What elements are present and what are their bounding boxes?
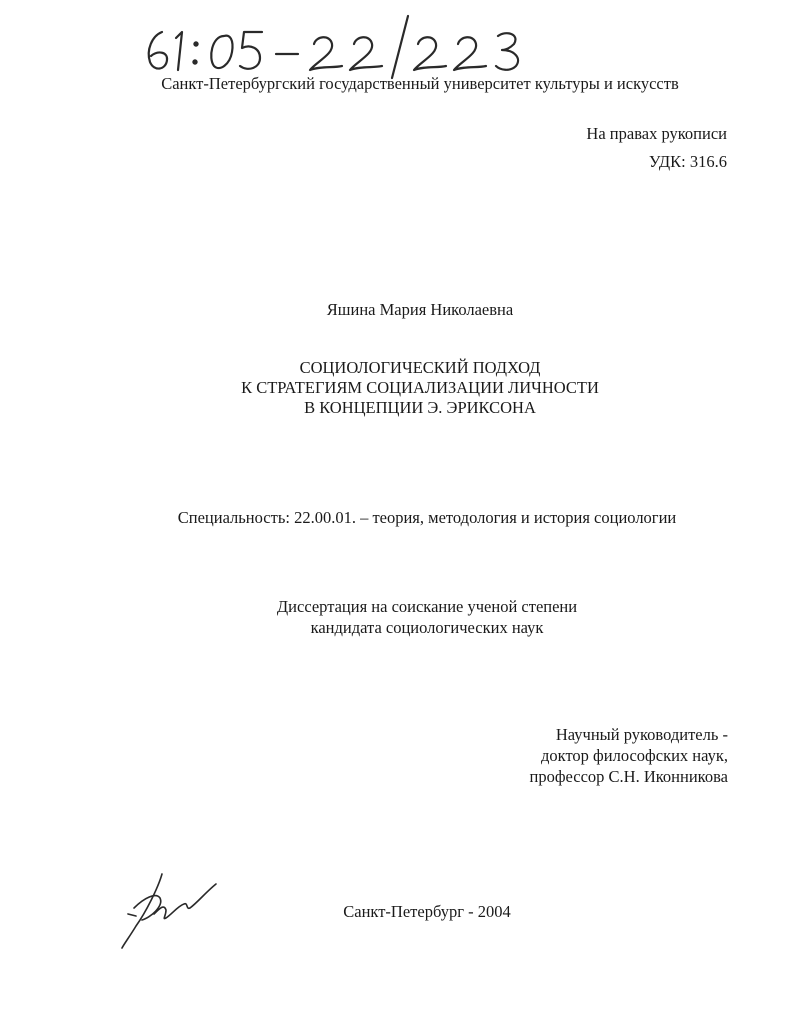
dissertation-title bbox=[0, 358, 794, 418]
handwritten-archive-code bbox=[140, 10, 540, 80]
institution-name: Санкт-Петербургский государственный университет культуры и искусств bbox=[161, 74, 679, 93]
specialty: Специальность: 22.00.01. – теория, методология и история социологии bbox=[177, 508, 677, 527]
degree-line: Диссертация на соискание ученой степени bbox=[276, 597, 578, 616]
title-line: В КОНЦЕПЦИИ Э. ЭРИКСОНА bbox=[304, 398, 536, 417]
supervisor-block bbox=[530, 724, 728, 787]
degree-line: кандидата социологических наук bbox=[310, 618, 544, 637]
city-year: Санкт-Петербург - 2004 bbox=[343, 902, 511, 921]
degree-statement bbox=[0, 596, 794, 638]
title-line: СОЦИОЛОГИЧЕСКИЙ ПОДХОД bbox=[299, 358, 541, 377]
supervisor-line: Научный руководитель - bbox=[555, 725, 728, 744]
udc-code: УДК: 316.6 bbox=[648, 152, 727, 171]
title-line: К СТРАТЕГИЯМ СОЦИАЛИЗАЦИИ ЛИЧНОСТИ bbox=[241, 378, 599, 397]
supervisor-line: профессор С.Н. Иконникова bbox=[529, 767, 728, 786]
supervisor-line: доктор философских наук, bbox=[541, 746, 728, 765]
manuscript-rights: На правах рукописи bbox=[586, 124, 727, 143]
author-name: Яшина Мария Николаевна bbox=[326, 300, 514, 319]
